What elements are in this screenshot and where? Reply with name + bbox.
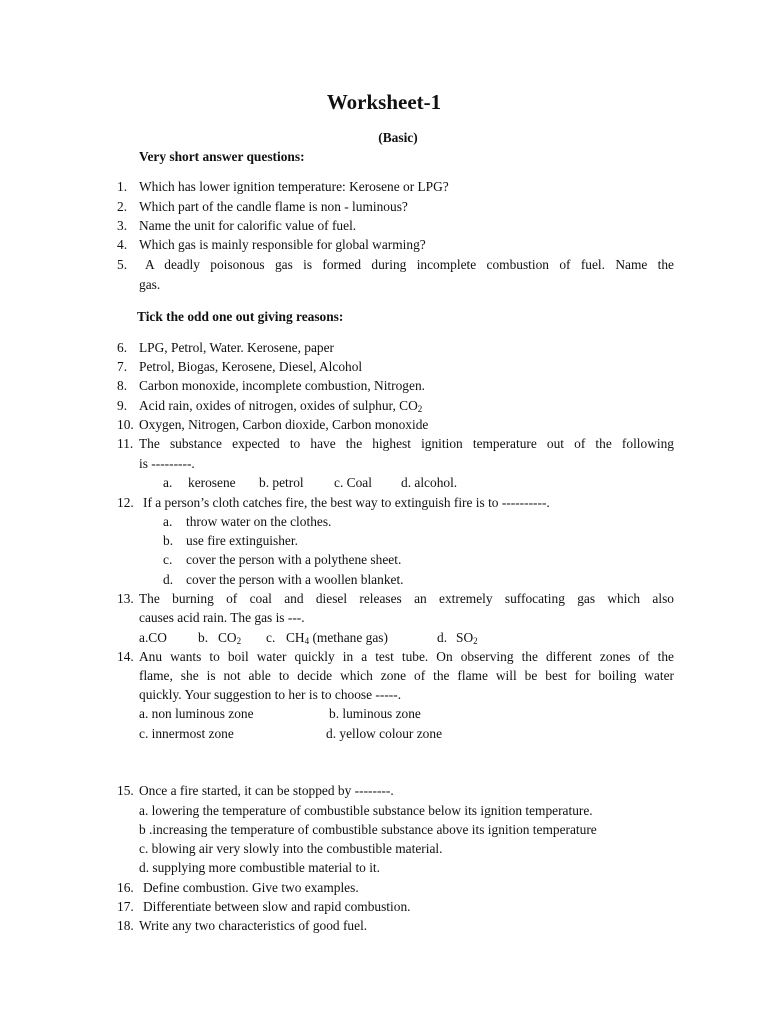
- question-number: 7.: [117, 359, 128, 374]
- question-number: 12.: [117, 495, 134, 510]
- question-text-continued: causes acid rain. The gas is ---.: [139, 610, 305, 625]
- formula-note: (methane gas): [312, 630, 388, 645]
- question-text-continued: quickly. Your suggestion to her is to choose -----.: [139, 687, 402, 702]
- question-text: The burning of coal and diesel releases an extremely suffocating gas which also: [139, 591, 674, 606]
- question-number: 17.: [117, 899, 134, 914]
- question-text: Oxygen, Nitrogen, Carbon dioxide, Carbon monoxide: [139, 417, 429, 432]
- question-number: 3.: [117, 218, 128, 233]
- question-text: Differentiate between slow and rapid combustion.: [143, 899, 411, 914]
- option-letter: a.: [163, 475, 173, 490]
- option-text: a. lowering the temperature of combustible substance below its ignition temperature.: [139, 803, 593, 818]
- question-text-continued: gas.: [139, 277, 161, 292]
- option-text: c. blowing air very slowly into the combustible material.: [139, 841, 443, 856]
- option-formula: [456, 629, 478, 646]
- option-text: use fire extinguisher.: [186, 533, 298, 548]
- question-text: Petrol, Biogas, Kerosene, Diesel, Alcohol: [139, 359, 363, 374]
- option-text: a. non luminous zone: [139, 706, 254, 721]
- question-text-continued: flame, she is not able to decide which zone of the flame will be best for boiling water: [139, 668, 674, 683]
- question-text: [139, 397, 422, 414]
- formula-main: CH: [286, 630, 305, 645]
- question-text: Anu wants to boil water quickly in a test tube. On observing the different zones of the: [139, 649, 674, 664]
- question-number: 4.: [117, 237, 128, 252]
- question-text: Write any two characteristics of good fuel.: [139, 918, 368, 933]
- question-text: Which gas is mainly responsible for global warming?: [139, 237, 426, 252]
- page-subtitle: (Basic): [378, 130, 418, 145]
- question-number: 16.: [117, 880, 134, 895]
- option-letter: b.: [198, 630, 209, 645]
- question-text: A deadly poisonous gas is formed during incomplete combustion of fuel. Name the: [145, 257, 674, 272]
- option-letter: d.: [163, 572, 174, 587]
- question-number: 2.: [117, 199, 128, 214]
- subscript: 4: [304, 636, 310, 646]
- question-number: 5.: [117, 257, 128, 272]
- option-letter: c.: [163, 552, 173, 567]
- option-letter: a.: [163, 514, 173, 529]
- option-text: c. Coal: [334, 475, 372, 490]
- question-number: 13.: [117, 591, 134, 606]
- question-number: 10.: [117, 417, 134, 432]
- question-text-main: Acid rain, oxides of nitrogen, oxides of sulphur, CO: [139, 398, 418, 413]
- question-number: 14.: [117, 649, 134, 664]
- question-number: 15.: [117, 783, 134, 798]
- question-number: 9.: [117, 398, 128, 413]
- subscript: 2: [236, 636, 242, 646]
- option-formula: [286, 629, 388, 646]
- option-text: d. yellow colour zone: [326, 726, 443, 741]
- option-text: d. supplying more combustible material to it.: [139, 860, 380, 875]
- question-text: If a person’s cloth catches fire, the best way to extinguish fire is to ----------.: [143, 495, 550, 510]
- question-number: 1.: [117, 179, 128, 194]
- option-letter: c.: [266, 630, 276, 645]
- option-formula: [218, 629, 241, 646]
- question-text: The substance expected to have the highest ignition temperature out of the following: [139, 436, 674, 451]
- subscript: 2: [417, 404, 423, 414]
- section-heading-odd-one-out: Tick the odd one out giving reasons:: [137, 309, 344, 324]
- question-number: 8.: [117, 378, 128, 393]
- formula-main: CO: [218, 630, 237, 645]
- option-text: a.CO: [139, 630, 167, 645]
- option-text: d. alcohol.: [401, 475, 458, 490]
- question-text: Define combustion. Give two examples.: [143, 880, 359, 895]
- option-text: b .increasing the temperature of combustible substance above its ignition temperature: [139, 822, 597, 837]
- option-letter: b.: [163, 533, 174, 548]
- option-text: cover the person with a polythene sheet.: [186, 552, 402, 567]
- question-text: LPG, Petrol, Water. Kerosene, paper: [139, 340, 335, 355]
- question-text-continued: is ---------.: [139, 456, 195, 471]
- question-text: Name the unit for calorific value of fuel.: [139, 218, 357, 233]
- page-title: Worksheet-1: [326, 90, 442, 114]
- section-heading-very-short: Very short answer questions:: [139, 149, 305, 164]
- question-text: Carbon monoxide, incomplete combustion, Nitrogen.: [139, 378, 425, 393]
- option-text: throw water on the clothes.: [186, 514, 332, 529]
- question-text: Which part of the candle flame is non - luminous?: [139, 199, 408, 214]
- question-number: 6.: [117, 340, 128, 355]
- question-text: Once a fire started, it can be stopped by --------.: [139, 783, 394, 798]
- option-letter: d.: [437, 630, 448, 645]
- option-text: kerosene: [188, 475, 236, 490]
- option-text: c. innermost zone: [139, 726, 234, 741]
- option-text: b. petrol: [259, 475, 304, 490]
- question-number: 11.: [117, 436, 134, 451]
- option-text: b. luminous zone: [329, 706, 421, 721]
- question-number: 18.: [117, 918, 134, 933]
- formula-main: SO: [456, 630, 474, 645]
- subscript: 2: [473, 636, 478, 646]
- option-text: cover the person with a woollen blanket.: [186, 572, 404, 587]
- question-text: Which has lower ignition temperature: Kerosene or LPG?: [139, 179, 449, 194]
